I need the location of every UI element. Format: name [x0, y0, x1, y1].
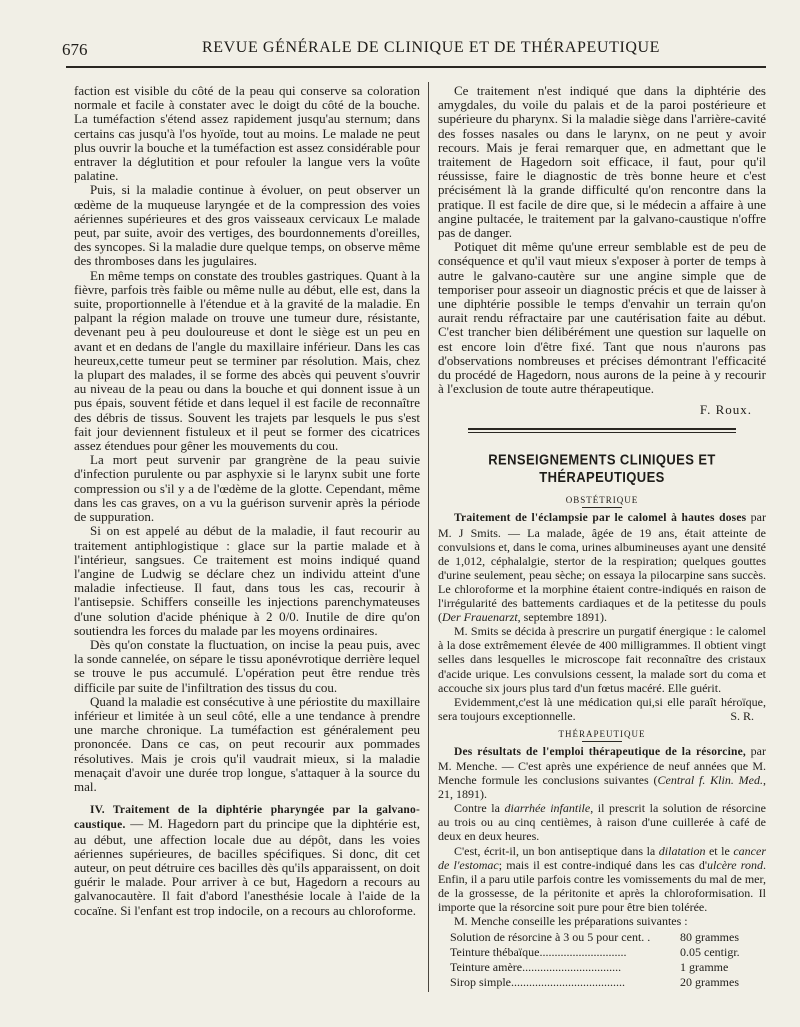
paragraph: Dès qu'on constate la fluctuation, on incise la peau puis, avec la sonde cannelée, on sépare le tissu aponévrotique derrière lequel se trouve le pus accumulé. L'opération peut être rendue très difficile par suite de l'infiltration des tissus du cou.: [74, 636, 420, 695]
paragraph-text: Contre la: [454, 801, 505, 816]
header-rule: [66, 66, 766, 68]
subsection-label: THÉRAPEUTIQUE: [558, 728, 646, 739]
paragraph-text: , il prescrit la solution de résorcine au trois ou au cinq centièmes, à raison d'une cuillerée à café de deux en deux heures.: [438, 801, 766, 844]
paragraph: [438, 510, 766, 624]
paragraph-text: , 21, 1891).: [438, 773, 766, 802]
emphasis: dilatation: [658, 843, 706, 858]
note-heading: Des résultats de l'emploi thérapeutique de la résorcine,: [454, 745, 746, 758]
paragraph-text: ; mais il est contre-indiqué dans les cas d': [498, 857, 708, 872]
paragraph-text: par M. Menche. — C'est après une expérience de neuf années que M. Menche formule les conclusions suivantes (: [438, 743, 766, 788]
ingredient-name: Teinture amère.................................: [450, 960, 622, 975]
paragraph-text: et le: [705, 843, 734, 858]
emphasis: diarrhée infantile: [504, 801, 591, 816]
paragraph-text: Evidemment,c'est là une médication qui,si elle paraît héroïque, sera toujours exceptionnelle.: [438, 694, 766, 723]
section-title: RENSEIGNEMENTS CLINIQUES ET THÉRAPEUTIQUES: [488, 451, 716, 486]
emphasis: ulcère rond: [707, 857, 763, 872]
subsection-label: OBSTÉTRIQUE: [565, 495, 639, 506]
ingredient-quantity: 1 gramme: [680, 960, 729, 975]
paragraph: M. Smits se décida à prescrire un purgatif énergique : le calomel à la dose extrêmement élevée de 400 milligrammes. Il obtient vingt selles dans lesquelles le microscope fait reconnaître des cristaux d'acide urique. Les convulsions cessent, la malade sort du coma et accouche six jours plus tard d'un fœtus macéré. Elle guérit.: [438, 624, 766, 695]
paragraph: [438, 801, 766, 843]
emphasis: cancer de l'estomac: [438, 843, 766, 872]
paragraph-text: C'est, écrit-il, un bon antiseptique dans la: [454, 843, 659, 858]
paragraph: En même temps on constate des troubles gastriques. Quant à la fièvre, parfois très faible ou même nulle au début, elle est, dans la suite, proportionnelle à l'étendue et à la gravité de la maladie. En palpant la région malade on trouve une tumeur dure, résistante, devenant peu à peu douloureuse et dont le siège est un peu en avant et en dedans de l'angle du maxillaire inférieur. Dans les cas heureux,cette tumeur peut se terminer par résolution. Mais, chez la plupart des malades, il se forme des abcès qui peuvent s'ouvrir au niveau de la peau ou dans la bouche et qui donnent issue à un pus épais, souvent fétide et dans lequel il est facile de reconnaître des débris de tissus. Souvent les trajets par lesquels le pus s'est fait jour deviennent fistuleux et il peut se former des cicatrices assez étendues pour gêner les mouvements du cou.: [74, 267, 420, 454]
recipe-row: [450, 945, 766, 960]
paragraph: [438, 844, 766, 914]
paragraph: Quand la maladie est consécutive à une périostite du maxillaire inférieur et limitée à un seul côté, elle a une tendance à prendre une marche chronique. La tuméfaction est généralement peu prononcée. Dans ce cas, on peut recourir aux pommades résolutives. Mais je crois qu'il vaudrait mieux, si la maladie menaçait d'avoir une durée trop longue, s'attaquer à la source du mal.: [74, 693, 420, 794]
ingredient-quantity: 20 grammes: [680, 975, 739, 990]
paragraph-text: — M. Hagedorn part du principe que la diphtérie est, au début, une affection locale due au dépôt, dans les voies aériennes supérieures, de bacilles spécifiques. Si donc, dit cet auteur, on peut détruire ces bacilles dès qu'ils apparaissent, on doit guérir le malade. Pour arriver à ce but, Hagedorn a recours au galvanocautère. Il fait d'abord l'anesthésie locale à l'aide de la cocaïne. Si l'enfant est trop indocile, on a recours au chloroforme.: [74, 816, 420, 918]
section-rule: [468, 428, 736, 430]
ingredient-name: Teinture thébaïque.............................: [450, 945, 627, 960]
ingredient-name: Sirop simple......................................: [450, 975, 626, 990]
paragraph: [438, 695, 766, 723]
subsection-rule: [582, 507, 622, 508]
recipe-row: [450, 975, 766, 990]
section-rule: [468, 432, 736, 433]
note-signature: S. R.: [730, 708, 754, 723]
paragraph: Ce traitement n'est indiqué que dans la diphtérie des amygdales, du voile du palais et de la paroi postérieure et supérieure du pharynx. Si la maladie siège dans l'arrière-cavité des fosses nasales ou dans le larynx, on ne peut y avoir recours. Mais je ferai remarquer que, en admettant que le traitement de Hagedorn soit efficace, il faut, pour qu'il réussisse, faire le diagnostic de très bonne heure et c'est précisément là la grande difficulté qu'on rencontre dans la pratique. Il est facile de dire que, si le médecin a affaire à une angine pultacée, le traitement par la galvano-caustique n'offre pas de danger.: [438, 83, 766, 241]
recipe-row: [450, 930, 766, 945]
paragraph-text: par M. J Smits. — La malade, âgée de 19 ans, était atteinte de convulsions et, dans le coma, urines albumineuses ayant une densité de 1,012, céphalalgie, stertor de la respiration; quelques gouttes d'urine seulement, peau sèche; on essaya la pilocarpine sans succès. Le chloroforme et la morphine étaient contre-indiqués en raison de l'irrégularité des battements cardiaques et de la petitesse du pouls (: [438, 510, 766, 625]
note-heading: Traitement de l'éclampsie par le calomel à hautes doses: [454, 512, 747, 525]
paragraph: Puis, si la maladie continue à évoluer, on peut observer un œdème de la muqueuse laryngée et de la compression des voies aériennes supérieures et des gros vaisseaux cervicaux Le malade peut, par suite, avoir des vertiges, des bourdonnements d'oreilles, des syncopes. Si la maladie dure quelque temps, on observe même des thromboses dans les jugulaires.: [74, 182, 420, 269]
paragraph: [438, 744, 766, 801]
right-column: [438, 84, 766, 990]
paragraph: La mort peut survenir par grangrène de la peau suivie d'infection purulente ou par asphyxie si le larynx subit une forte compression ou s'il y a de l'œdème de la glotte. Cependant, même dans les cas graves, on a vu la guérison survenir après la période de suppuration.: [74, 452, 420, 525]
citation: Central f. Klin. Med.: [657, 773, 763, 788]
paragraph: Potiquet dit même qu'une erreur semblable est de peu de conséquence et qu'il vaut mieux s'exposer à porter de temps à autre le galvano-cautère sur une angine simple que de temporiser pour asseoir un diagnostic précis et que de laisser à une diphtérie possible le temps d'envahir un terrain qu'on aurait rendu réfractaire par une cautérisation faite au début. C'est trancher bien délibérément une question sur laquelle on est encore loin d'être fixé. Tant que nous n'aurons pas d'observations nombreuses et précises démontrant l'efficacité du procédé de Hagedorn, nous aurons de la peine à y recourir à l'exclusion de toute autre thérapeutique.: [438, 239, 766, 397]
running-title: REVUE GÉNÉRALE DE CLINIQUE ET DE THÉRAPEUTIQUE: [202, 39, 661, 56]
paragraph: Si on est appelé au début de la maladie, il faut recourir au traitement antiphlogistique : glace sur la partie malade et à l'intérieur, sangsues. Ce traitement est moins indiqué quand l'angine de Ludwig se déclare chez un individu atteint d'une maladie infectieuse. Il faut, dans tous les cas, recourir à l'antisepsie. Schiffers conseille les injections parenchymateuses d'une solution d'acide phénique à 2 0/0. Inutile de dire qu'on soutiendra les forces du malade par les moyens ordinaires.: [74, 523, 420, 638]
paragraph-text: . Enfin, il a paru utile parfois contre les vomissements du mal de mer, de la grossesse, de la péritonite et après la chloroformisation. Il importe que la résorcine soit pure pour être bien tolérée.: [438, 857, 766, 914]
paragraph-text: , septembre 1891).: [517, 610, 607, 625]
left-column: [74, 84, 420, 918]
ingredient-quantity: 0.05 centigr.: [680, 945, 740, 960]
page-number: 676: [62, 40, 88, 59]
paragraph: faction est visible du côté de la peau qui conserve sa coloration normale et facile à constater avec le doigt du côté de la bouche. La tuméfaction s'étend assez rapidement jusqu'au sternum; dans certains cas jusqu'à l'os hyoïde, tout au moins. Le malade ne peut plus ouvrir la bouche et la tuméfaction est assez considérable pour entraver la déglutition et pour refouler la langue vers la voûte palatine.: [74, 83, 420, 184]
paragraph: [74, 802, 420, 918]
citation: Der Frauenarzt: [442, 610, 518, 625]
paragraph: M. Menche conseille les préparations suivantes :: [454, 914, 688, 928]
clinical-notes: [438, 495, 766, 990]
ingredient-name: Solution de résorcine à 3 ou 5 pour cent. .: [450, 930, 651, 945]
subsection-rule: [582, 741, 622, 742]
recipe-row: [450, 960, 766, 975]
ingredient-quantity: 80 grammes: [680, 930, 739, 945]
column-divider: [428, 82, 429, 992]
author-signature: F. Roux.: [699, 402, 752, 418]
recipe-table: [450, 930, 766, 990]
section-heading: IV. Traitement de la diphtérie pharyngée par la galvano-caustique.: [74, 804, 420, 832]
page-header: [62, 36, 770, 60]
